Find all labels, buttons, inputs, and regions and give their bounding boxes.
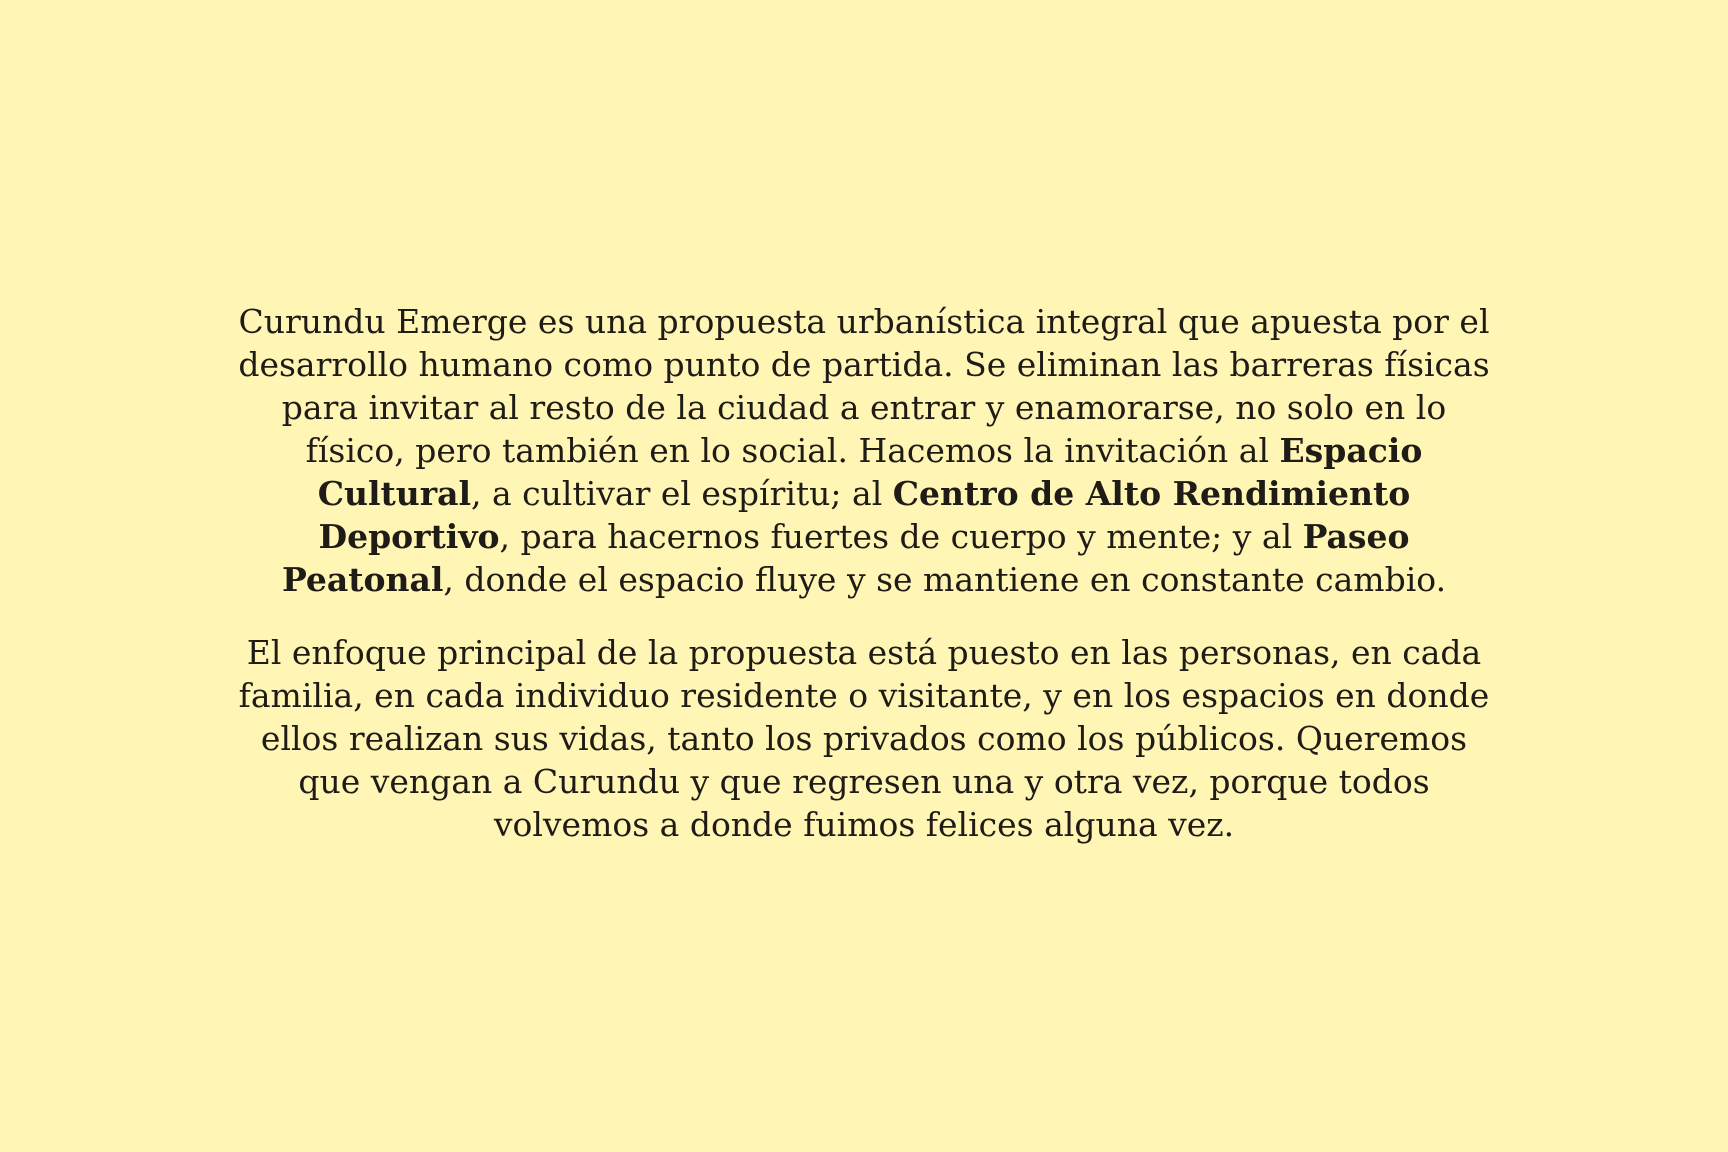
body-text: [230, 300, 1498, 846]
intro-text-part-1: Curundu Emerge es una propuesta urbanística integral que apuesta por el desarrollo humano como punto de partida. Se eliminan las barreras físicas para invitar al resto de la ciudad a entrar y enamorarse, no solo en lo físico, pero también en lo social. Hacemos la invitación al: [238, 302, 1490, 470]
paragraph-intro: [230, 300, 1498, 601]
highlight-centro-alto-rendimiento: Centro de Alto Rendimiento Deportivo: [318, 474, 1411, 556]
intro-text-part-3: , para hacernos fuertes de cuerpo y mente; y al: [499, 517, 1303, 556]
paragraph-focus: El enfoque principal de la propuesta está puesto en las personas, en cada familia, en cada individuo residente o visitante, y en los espacios en donde ellos realizan sus vidas, tanto los privados como los públicos. Queremos que vengan a Curundu y que regresen una y otra vez, porque todos volvemos a donde fuimos felices alguna vez.: [238, 633, 1490, 844]
intro-text-part-2: , a cultivar el espíritu; al: [471, 474, 893, 513]
intro-text-part-4: , donde el espacio fluye y se mantiene en constante cambio.: [443, 560, 1447, 599]
highlight-espacio-cultural: Espacio Cultural: [317, 431, 1423, 513]
highlight-paseo-peatonal: Paseo Peatonal: [281, 517, 1410, 599]
